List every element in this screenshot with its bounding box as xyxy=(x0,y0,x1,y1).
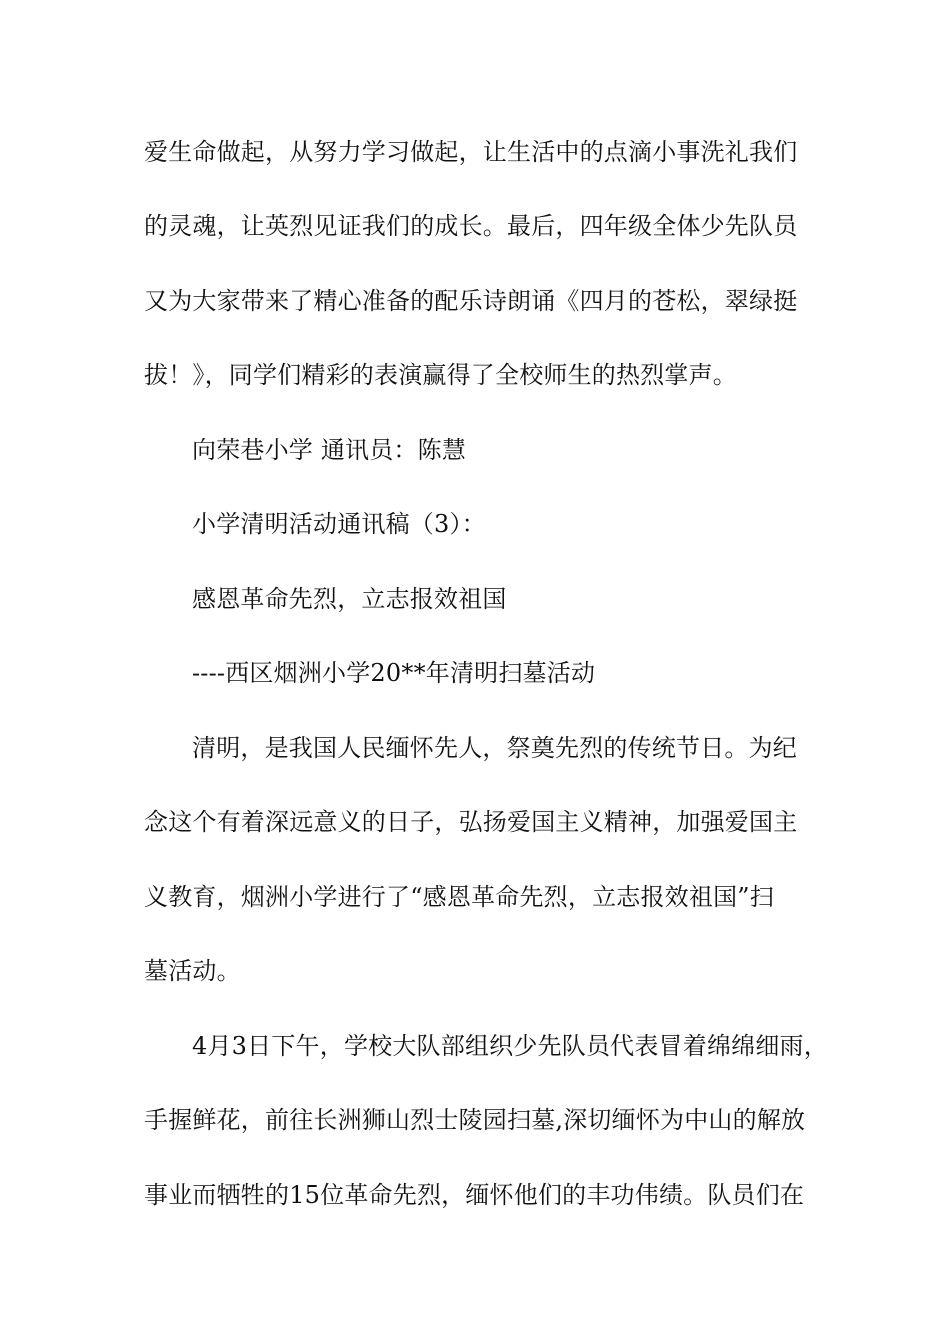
text-line: 事业而牺牲的15位革命先烈，缅怀他们的丰功伟绩。队员们在 xyxy=(144,1181,805,1209)
text-line: 墓活动。 xyxy=(144,957,241,985)
text-line: 清明，是我国人民缅怀先人，祭奠先烈的传统节日。为纪 xyxy=(192,734,797,762)
text-line: 拔！》，同学们精彩的表演赢得了全校师生的热烈掌声。 xyxy=(144,361,737,389)
headline: 感恩革命先烈，立志报效祖国 xyxy=(192,585,507,613)
text-line: 爱生命做起，从努力学习做起，让生活中的点滴小事洗礼我们 xyxy=(144,138,798,166)
text-line: 又为大家带来了精心准备的配乐诗朗诵《四月的苍松，翠绿挺 xyxy=(144,287,798,315)
text-line: 的灵魂，让英烈见证我们的成长。最后，四年级全体少先队员 xyxy=(144,212,798,240)
subheadline: ----西区烟洲小学20**年清明扫墓活动 xyxy=(192,659,596,687)
text-line: 手握鲜花，前往长洲狮山烈士陵园扫墓,深切缅怀为中山的解放 xyxy=(144,1106,806,1134)
section-title: 小学清明活动通讯稿（3）： xyxy=(192,510,486,538)
text-line: 义教育，烟洲小学进行了“感恩革命先烈，立志报效祖国”扫 xyxy=(144,883,774,911)
text-line: 4月3日下午，学校大队部组织少先队员代表冒着绵绵细雨， xyxy=(192,1032,828,1060)
byline: 向荣巷小学 通讯员：陈慧 xyxy=(192,436,467,464)
text-line: 念这个有着深远意义的日子，弘扬爱国主义精神，加强爱国主 xyxy=(144,808,798,836)
